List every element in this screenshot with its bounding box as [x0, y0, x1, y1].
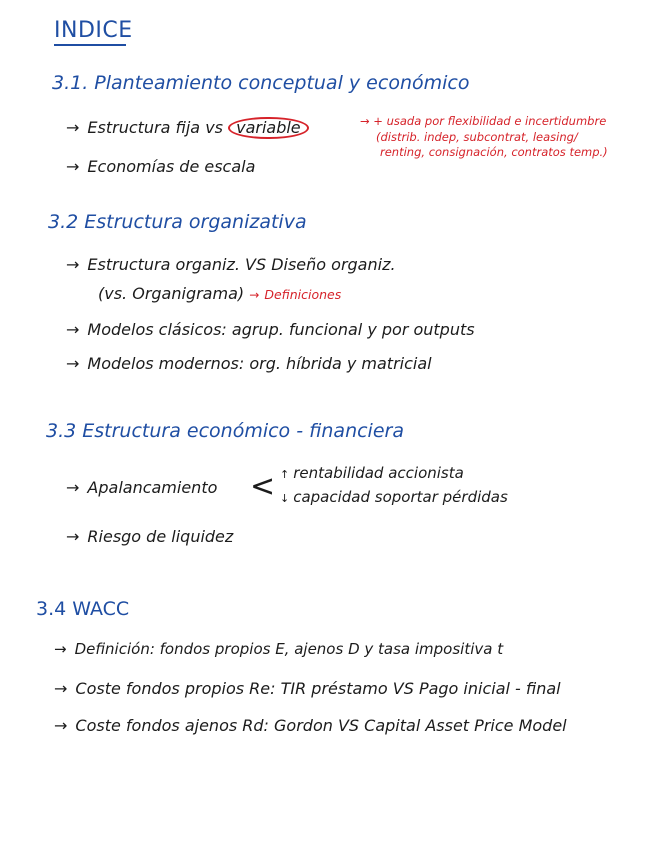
item-text: Modelos modernos: org. híbrida y matricial	[87, 354, 432, 373]
list-item	[66, 255, 396, 274]
arrow-icon: →	[66, 478, 80, 497]
arrow-icon: →	[54, 640, 67, 658]
section-heading-3-2: 3.2 Estructura organizativa	[48, 211, 307, 233]
arrow-icon: →	[54, 716, 68, 735]
list-item	[54, 640, 503, 658]
item-text: Riesgo de liquidez	[87, 527, 234, 546]
list-item-continuation: (vs. Organigrama) → Definiciones	[98, 284, 342, 303]
item-text: Modelos clásicos: agrup. funcional y por outputs	[87, 320, 475, 339]
item-text: Economías de escala	[87, 157, 256, 176]
arrow-icon: →	[66, 320, 80, 339]
branch-up: ↑ rentabilidad accionista	[280, 464, 464, 482]
item-text: Coste fondos propios Re: TIR préstamo VS Pago inicial - final	[75, 679, 561, 698]
arrow-icon: →	[66, 354, 80, 373]
arrow-icon: →	[66, 157, 80, 176]
list-item	[66, 117, 309, 139]
branch-bracket: <	[250, 469, 276, 504]
arrow-icon: →	[66, 118, 80, 137]
item-text: Estructura fija vs	[87, 118, 223, 137]
item-text: Coste fondos ajenos Rd: Gordon VS Capital Asset Price Model	[75, 716, 567, 735]
item-text: Apalancamiento	[87, 478, 218, 497]
arrow-icon: →	[360, 114, 370, 128]
title-underline	[54, 44, 126, 46]
arrow-icon: →	[66, 255, 80, 274]
section-heading-3-4: 3.4 WACC	[36, 598, 130, 620]
item-text: Definición: fondos propios E, ajenos D y tasa impositiva t	[74, 640, 504, 658]
page-title: INDICE	[54, 18, 133, 43]
up-arrow-icon: ↑	[280, 468, 290, 481]
list-item	[66, 157, 255, 176]
arrow-icon: →	[66, 527, 80, 546]
list-item	[66, 527, 233, 546]
list-item	[66, 354, 432, 373]
item-text: Estructura organiz. VS Diseño organiz.	[87, 255, 396, 274]
arrow-icon: →	[54, 679, 68, 698]
list-item	[54, 679, 561, 698]
circled-word: variable	[228, 117, 309, 139]
section-heading-3-3: 3.3 Estructura económico - financiera	[46, 420, 404, 442]
list-item	[66, 478, 217, 497]
list-item	[54, 716, 567, 735]
section-heading-3-1: 3.1. Planteamiento conceptual y económico	[52, 72, 470, 94]
side-note: → + usada por flexibilidad e incertidumbre (distrib. indep, subcontrat, leasing/ renting, consignación, contratos temp.)	[360, 114, 608, 160]
down-arrow-icon: ↓	[280, 492, 290, 505]
branch-down: ↓ capacidad soportar pérdidas	[280, 488, 508, 506]
arrow-icon: →	[249, 288, 260, 302]
list-item	[66, 320, 475, 339]
definitions-note: Definiciones	[264, 287, 342, 302]
